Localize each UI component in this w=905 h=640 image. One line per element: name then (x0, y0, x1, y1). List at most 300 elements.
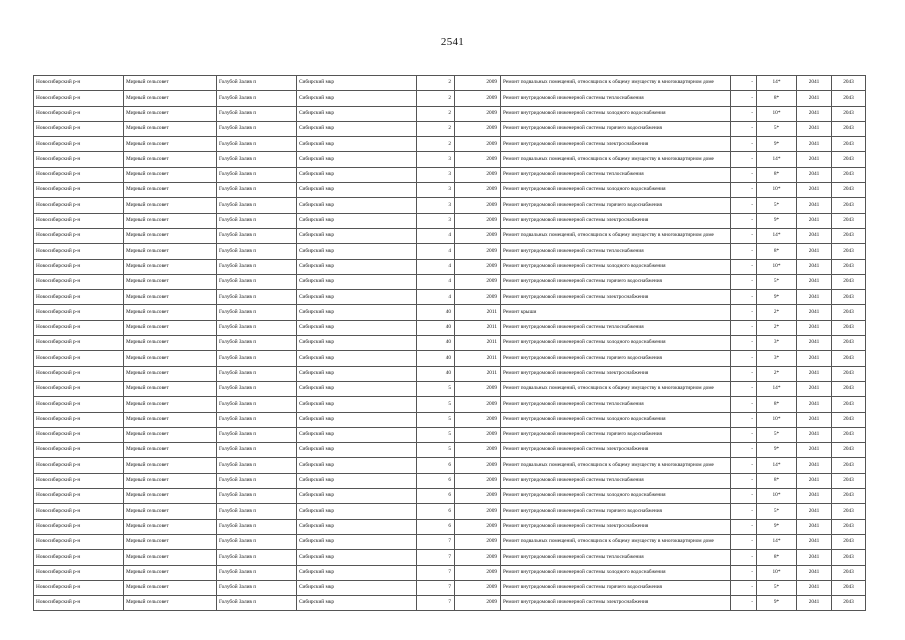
period-cell: 9* (757, 213, 797, 228)
end-year-cell: 2043 (832, 320, 866, 335)
council-cell: Мирный сельсовет (124, 320, 217, 335)
year-built-cell: 2011 (455, 320, 501, 335)
district-cell: Новосибирский р-н (34, 76, 124, 91)
period-cell: 8* (757, 91, 797, 106)
settlement-cell: Голубой Залив п (217, 183, 297, 198)
dash-cell: - (731, 167, 757, 182)
repair-work-cell: Ремонт внутридомовой инженерной системы теплоснабжения (501, 397, 731, 412)
street-cell: Сибирский мкр (297, 381, 417, 396)
year-built-cell: 2009 (455, 76, 501, 91)
house-number-cell: 40 (417, 305, 455, 320)
dash-cell: - (731, 473, 757, 488)
council-cell: Мирный сельсовет (124, 443, 217, 458)
dash-cell: - (731, 397, 757, 412)
table-body (34, 76, 866, 611)
end-year-cell: 2043 (832, 565, 866, 580)
street-cell: Сибирский мкр (297, 412, 417, 427)
year-built-cell: 2009 (455, 228, 501, 243)
period-cell: 5* (757, 504, 797, 519)
district-cell: Новосибирский р-н (34, 565, 124, 580)
district-cell: Новосибирский р-н (34, 534, 124, 549)
repair-work-cell: Ремонт подвальных помещений, относящихся к общему имуществу в многоквартирном доме (501, 152, 731, 167)
settlement-cell: Голубой Залив п (217, 167, 297, 182)
period-cell: 14* (757, 152, 797, 167)
repair-work-cell: Ремонт внутридомовой инженерной системы холодного водоснабжения (501, 489, 731, 504)
dash-cell: - (731, 565, 757, 580)
start-year-cell: 2041 (797, 320, 832, 335)
end-year-cell: 2043 (832, 534, 866, 549)
council-cell: Мирный сельсовет (124, 290, 217, 305)
period-cell: 2* (757, 320, 797, 335)
dash-cell: - (731, 320, 757, 335)
house-number-cell: 40 (417, 336, 455, 351)
council-cell: Мирный сельсовет (124, 198, 217, 213)
council-cell: Мирный сельсовет (124, 504, 217, 519)
repair-work-cell: Ремонт внутридомовой инженерной системы холодного водоснабжения (501, 106, 731, 121)
period-cell: 9* (757, 519, 797, 534)
year-built-cell: 2009 (455, 443, 501, 458)
start-year-cell: 2041 (797, 167, 832, 182)
settlement-cell: Голубой Залив п (217, 121, 297, 136)
house-number-cell: 4 (417, 290, 455, 305)
street-cell: Сибирский мкр (297, 596, 417, 611)
settlement-cell: Голубой Залив п (217, 504, 297, 519)
table-row (34, 550, 866, 565)
dash-cell: - (731, 152, 757, 167)
district-cell: Новосибирский р-н (34, 458, 124, 473)
table-row (34, 596, 866, 611)
settlement-cell: Голубой Залив п (217, 519, 297, 534)
council-cell: Мирный сельсовет (124, 76, 217, 91)
district-cell: Новосибирский р-н (34, 504, 124, 519)
street-cell: Сибирский мкр (297, 91, 417, 106)
street-cell: Сибирский мкр (297, 489, 417, 504)
table-row (34, 274, 866, 289)
repair-work-cell: Ремонт подвальных помещений, относящихся к общему имуществу в многоквартирном доме (501, 381, 731, 396)
council-cell: Мирный сельсовет (124, 183, 217, 198)
settlement-cell: Голубой Залив п (217, 397, 297, 412)
period-cell: 14* (757, 534, 797, 549)
year-built-cell: 2009 (455, 534, 501, 549)
end-year-cell: 2043 (832, 504, 866, 519)
repair-work-cell: Ремонт внутридомовой инженерной системы электроснабжения (501, 443, 731, 458)
start-year-cell: 2041 (797, 412, 832, 427)
street-cell: Сибирский мкр (297, 121, 417, 136)
period-cell: 2* (757, 305, 797, 320)
council-cell: Мирный сельсовет (124, 381, 217, 396)
table-row (34, 137, 866, 152)
year-built-cell: 2009 (455, 290, 501, 305)
district-cell: Новосибирский р-н (34, 152, 124, 167)
council-cell: Мирный сельсовет (124, 137, 217, 152)
street-cell: Сибирский мкр (297, 519, 417, 534)
end-year-cell: 2043 (832, 519, 866, 534)
dash-cell: - (731, 259, 757, 274)
dash-cell: - (731, 183, 757, 198)
end-year-cell: 2043 (832, 137, 866, 152)
council-cell: Мирный сельсовет (124, 213, 217, 228)
end-year-cell: 2043 (832, 489, 866, 504)
house-number-cell: 2 (417, 106, 455, 121)
district-cell: Новосибирский р-н (34, 213, 124, 228)
district-cell: Новосибирский р-н (34, 305, 124, 320)
repair-work-cell: Ремонт подвальных помещений, относящихся к общему имуществу в многоквартирном доме (501, 76, 731, 91)
council-cell: Мирный сельсовет (124, 167, 217, 182)
start-year-cell: 2041 (797, 427, 832, 442)
street-cell: Сибирский мкр (297, 534, 417, 549)
house-number-cell: 3 (417, 183, 455, 198)
period-cell: 9* (757, 596, 797, 611)
table-row (34, 336, 866, 351)
repair-work-cell: Ремонт подвальных помещений, относящихся к общему имуществу в многоквартирном доме (501, 458, 731, 473)
street-cell: Сибирский мкр (297, 473, 417, 488)
table-row (34, 580, 866, 595)
period-cell: 5* (757, 427, 797, 442)
period-cell: 8* (757, 550, 797, 565)
council-cell: Мирный сельсовет (124, 336, 217, 351)
settlement-cell: Голубой Залив п (217, 244, 297, 259)
period-cell: 3* (757, 336, 797, 351)
start-year-cell: 2041 (797, 259, 832, 274)
council-cell: Мирный сельсовет (124, 397, 217, 412)
year-built-cell: 2009 (455, 198, 501, 213)
end-year-cell: 2043 (832, 580, 866, 595)
start-year-cell: 2041 (797, 381, 832, 396)
repair-work-cell: Ремонт внутридомовой инженерной системы горячего водоснабжения (501, 198, 731, 213)
table-row (34, 228, 866, 243)
dash-cell: - (731, 366, 757, 381)
repair-work-cell: Ремонт подвальных помещений, относящихся к общему имуществу в многоквартирном доме (501, 228, 731, 243)
end-year-cell: 2043 (832, 458, 866, 473)
street-cell: Сибирский мкр (297, 458, 417, 473)
district-cell: Новосибирский р-н (34, 274, 124, 289)
start-year-cell: 2041 (797, 489, 832, 504)
settlement-cell: Голубой Залив п (217, 596, 297, 611)
repair-work-cell: Ремонт крыши (501, 305, 731, 320)
settlement-cell: Голубой Залив п (217, 76, 297, 91)
repair-work-cell: Ремонт внутридомовой инженерной системы холодного водоснабжения (501, 565, 731, 580)
table-row (34, 443, 866, 458)
house-number-cell: 4 (417, 274, 455, 289)
dash-cell: - (731, 580, 757, 595)
period-cell: 3* (757, 351, 797, 366)
house-number-cell: 2 (417, 76, 455, 91)
year-built-cell: 2009 (455, 519, 501, 534)
repair-work-cell: Ремонт внутридомовой инженерной системы холодного водоснабжения (501, 259, 731, 274)
table-row (34, 121, 866, 136)
start-year-cell: 2041 (797, 565, 832, 580)
start-year-cell: 2041 (797, 336, 832, 351)
period-cell: 8* (757, 244, 797, 259)
repair-work-cell: Ремонт внутридомовой инженерной системы холодного водоснабжения (501, 412, 731, 427)
start-year-cell: 2041 (797, 305, 832, 320)
end-year-cell: 2043 (832, 106, 866, 121)
period-cell: 10* (757, 412, 797, 427)
dash-cell: - (731, 213, 757, 228)
table-row (34, 534, 866, 549)
street-cell: Сибирский мкр (297, 213, 417, 228)
dash-cell: - (731, 458, 757, 473)
district-cell: Новосибирский р-н (34, 290, 124, 305)
street-cell: Сибирский мкр (297, 366, 417, 381)
year-built-cell: 2009 (455, 550, 501, 565)
end-year-cell: 2043 (832, 305, 866, 320)
settlement-cell: Голубой Залив п (217, 412, 297, 427)
council-cell: Мирный сельсовет (124, 305, 217, 320)
dash-cell: - (731, 427, 757, 442)
district-cell: Новосибирский р-н (34, 366, 124, 381)
end-year-cell: 2043 (832, 550, 866, 565)
year-built-cell: 2009 (455, 121, 501, 136)
repair-work-cell: Ремонт внутридомовой инженерной системы горячего водоснабжения (501, 274, 731, 289)
dash-cell: - (731, 76, 757, 91)
settlement-cell: Голубой Залив п (217, 290, 297, 305)
house-number-cell: 6 (417, 458, 455, 473)
start-year-cell: 2041 (797, 351, 832, 366)
start-year-cell: 2041 (797, 183, 832, 198)
start-year-cell: 2041 (797, 397, 832, 412)
council-cell: Мирный сельсовет (124, 412, 217, 427)
table-row (34, 167, 866, 182)
table-row (34, 519, 866, 534)
end-year-cell: 2043 (832, 213, 866, 228)
table-row (34, 412, 866, 427)
dash-cell: - (731, 336, 757, 351)
council-cell: Мирный сельсовет (124, 550, 217, 565)
dash-cell: - (731, 244, 757, 259)
repair-work-cell: Ремонт внутридомовой инженерной системы горячего водоснабжения (501, 580, 731, 595)
period-cell: 5* (757, 274, 797, 289)
dash-cell: - (731, 198, 757, 213)
start-year-cell: 2041 (797, 106, 832, 121)
table-row (34, 183, 866, 198)
start-year-cell: 2041 (797, 91, 832, 106)
dash-cell: - (731, 121, 757, 136)
repair-work-cell: Ремонт внутридомовой инженерной системы горячего водоснабжения (501, 504, 731, 519)
end-year-cell: 2043 (832, 366, 866, 381)
district-cell: Новосибирский р-н (34, 550, 124, 565)
start-year-cell: 2041 (797, 519, 832, 534)
end-year-cell: 2043 (832, 274, 866, 289)
period-cell: 9* (757, 137, 797, 152)
council-cell: Мирный сельсовет (124, 489, 217, 504)
street-cell: Сибирский мкр (297, 244, 417, 259)
table-row (34, 213, 866, 228)
district-cell: Новосибирский р-н (34, 106, 124, 121)
dash-cell: - (731, 274, 757, 289)
start-year-cell: 2041 (797, 290, 832, 305)
end-year-cell: 2043 (832, 244, 866, 259)
house-number-cell: 6 (417, 504, 455, 519)
start-year-cell: 2041 (797, 198, 832, 213)
district-cell: Новосибирский р-н (34, 244, 124, 259)
repair-work-cell: Ремонт внутридомовой инженерной системы электроснабжения (501, 366, 731, 381)
settlement-cell: Голубой Залив п (217, 565, 297, 580)
end-year-cell: 2043 (832, 443, 866, 458)
year-built-cell: 2009 (455, 397, 501, 412)
table-row (34, 504, 866, 519)
period-cell: 10* (757, 183, 797, 198)
street-cell: Сибирский мкр (297, 550, 417, 565)
end-year-cell: 2043 (832, 121, 866, 136)
repair-work-cell: Ремонт внутридомовой инженерной системы электроснабжения (501, 213, 731, 228)
period-cell: 14* (757, 76, 797, 91)
street-cell: Сибирский мкр (297, 183, 417, 198)
year-built-cell: 2011 (455, 351, 501, 366)
settlement-cell: Голубой Залив п (217, 106, 297, 121)
repair-work-cell: Ремонт внутридомовой инженерной системы холодного водоснабжения (501, 183, 731, 198)
district-cell: Новосибирский р-н (34, 183, 124, 198)
end-year-cell: 2043 (832, 381, 866, 396)
repair-work-cell: Ремонт внутридомовой инженерной системы горячего водоснабжения (501, 121, 731, 136)
start-year-cell: 2041 (797, 213, 832, 228)
district-cell: Новосибирский р-н (34, 91, 124, 106)
house-number-cell: 2 (417, 121, 455, 136)
repair-work-cell: Ремонт внутридомовой инженерной системы теплоснабжения (501, 550, 731, 565)
house-number-cell: 4 (417, 259, 455, 274)
house-number-cell: 3 (417, 152, 455, 167)
settlement-cell: Голубой Залив п (217, 443, 297, 458)
dash-cell: - (731, 228, 757, 243)
end-year-cell: 2043 (832, 351, 866, 366)
table-row (34, 259, 866, 274)
year-built-cell: 2009 (455, 91, 501, 106)
council-cell: Мирный сельсовет (124, 121, 217, 136)
settlement-cell: Голубой Залив п (217, 259, 297, 274)
dash-cell: - (731, 519, 757, 534)
dash-cell: - (731, 550, 757, 565)
end-year-cell: 2043 (832, 336, 866, 351)
repair-work-cell: Ремонт внутридомовой инженерной системы электроснабжения (501, 137, 731, 152)
house-number-cell: 2 (417, 91, 455, 106)
house-number-cell: 4 (417, 244, 455, 259)
house-number-cell: 5 (417, 412, 455, 427)
start-year-cell: 2041 (797, 121, 832, 136)
period-cell: 9* (757, 443, 797, 458)
settlement-cell: Голубой Залив п (217, 366, 297, 381)
dash-cell: - (731, 412, 757, 427)
house-number-cell: 6 (417, 519, 455, 534)
table-row (34, 305, 866, 320)
period-cell: 5* (757, 580, 797, 595)
end-year-cell: 2043 (832, 412, 866, 427)
house-number-cell: 2 (417, 137, 455, 152)
end-year-cell: 2043 (832, 290, 866, 305)
end-year-cell: 2043 (832, 167, 866, 182)
settlement-cell: Голубой Залив п (217, 427, 297, 442)
end-year-cell: 2043 (832, 76, 866, 91)
council-cell: Мирный сельсовет (124, 473, 217, 488)
year-built-cell: 2011 (455, 305, 501, 320)
year-built-cell: 2009 (455, 473, 501, 488)
table-row (34, 91, 866, 106)
dash-cell: - (731, 443, 757, 458)
year-built-cell: 2009 (455, 565, 501, 580)
house-number-cell: 7 (417, 565, 455, 580)
settlement-cell: Голубой Залив п (217, 473, 297, 488)
street-cell: Сибирский мкр (297, 504, 417, 519)
year-built-cell: 2009 (455, 489, 501, 504)
end-year-cell: 2043 (832, 259, 866, 274)
settlement-cell: Голубой Залив п (217, 320, 297, 335)
page-number: 2541 (440, 36, 465, 48)
council-cell: Мирный сельсовет (124, 228, 217, 243)
table-row (34, 290, 866, 305)
table-row (34, 351, 866, 366)
street-cell: Сибирский мкр (297, 274, 417, 289)
settlement-cell: Голубой Залив п (217, 152, 297, 167)
end-year-cell: 2043 (832, 91, 866, 106)
dash-cell: - (731, 504, 757, 519)
settlement-cell: Голубой Залив п (217, 458, 297, 473)
street-cell: Сибирский мкр (297, 427, 417, 442)
district-cell: Новосибирский р-н (34, 320, 124, 335)
table-row (34, 244, 866, 259)
council-cell: Мирный сельсовет (124, 91, 217, 106)
repair-work-cell: Ремонт подвальных помещений, относящихся к общему имуществу в многоквартирном доме (501, 534, 731, 549)
period-cell: 10* (757, 565, 797, 580)
dash-cell: - (731, 305, 757, 320)
start-year-cell: 2041 (797, 443, 832, 458)
table-row (34, 427, 866, 442)
dash-cell: - (731, 534, 757, 549)
end-year-cell: 2043 (832, 473, 866, 488)
period-cell: 10* (757, 259, 797, 274)
district-cell: Новосибирский р-н (34, 397, 124, 412)
house-number-cell: 3 (417, 167, 455, 182)
settlement-cell: Голубой Залив п (217, 198, 297, 213)
council-cell: Мирный сельсовет (124, 427, 217, 442)
council-cell: Мирный сельсовет (124, 259, 217, 274)
house-number-cell: 6 (417, 489, 455, 504)
district-cell: Новосибирский р-н (34, 443, 124, 458)
street-cell: Сибирский мкр (297, 351, 417, 366)
period-cell: 14* (757, 458, 797, 473)
year-built-cell: 2009 (455, 259, 501, 274)
settlement-cell: Голубой Залив п (217, 91, 297, 106)
end-year-cell: 2043 (832, 397, 866, 412)
street-cell: Сибирский мкр (297, 152, 417, 167)
dash-cell: - (731, 489, 757, 504)
settlement-cell: Голубой Залив п (217, 213, 297, 228)
dash-cell: - (731, 596, 757, 611)
council-cell: Мирный сельсовет (124, 244, 217, 259)
period-cell: 5* (757, 121, 797, 136)
repair-work-cell: Ремонт внутридомовой инженерной системы горячего водоснабжения (501, 427, 731, 442)
district-cell: Новосибирский р-н (34, 137, 124, 152)
end-year-cell: 2043 (832, 183, 866, 198)
repair-work-cell: Ремонт внутридомовой инженерной системы электроснабжения (501, 290, 731, 305)
council-cell: Мирный сельсовет (124, 106, 217, 121)
settlement-cell: Голубой Залив п (217, 580, 297, 595)
period-cell: 14* (757, 381, 797, 396)
settlement-cell: Голубой Залив п (217, 550, 297, 565)
table-row (34, 106, 866, 121)
table-row (34, 489, 866, 504)
start-year-cell: 2041 (797, 137, 832, 152)
year-built-cell: 2009 (455, 167, 501, 182)
repair-work-cell: Ремонт внутридомовой инженерной системы теплоснабжения (501, 320, 731, 335)
settlement-cell: Голубой Залив п (217, 489, 297, 504)
house-number-cell: 40 (417, 366, 455, 381)
house-number-cell: 40 (417, 320, 455, 335)
year-built-cell: 2011 (455, 366, 501, 381)
table-row (34, 198, 866, 213)
year-built-cell: 2009 (455, 152, 501, 167)
table-row (34, 320, 866, 335)
council-cell: Мирный сельсовет (124, 580, 217, 595)
house-number-cell: 4 (417, 228, 455, 243)
